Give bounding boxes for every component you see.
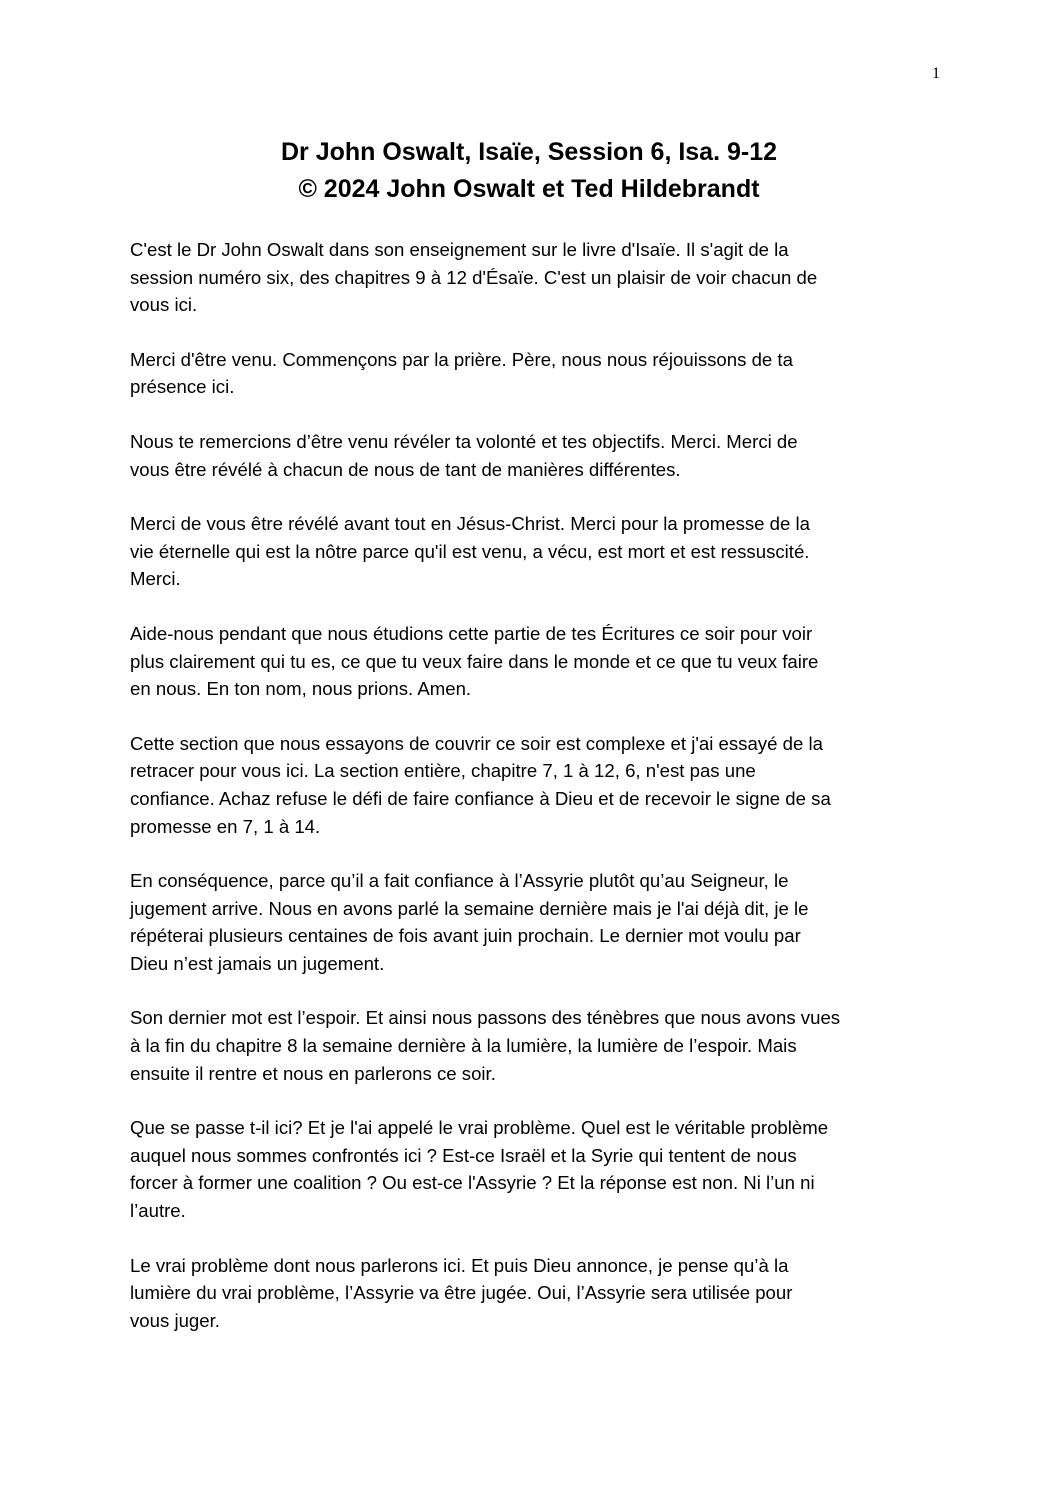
paragraph-line: Que se passe t-il ici? Et je l'ai appelé le vrai problème. Quel est le véritable problème <box>130 1117 829 1139</box>
paragraph <box>130 1252 930 1335</box>
paragraph-line: Nous te remercions d’être venu révéler ta volonté et tes objectifs. Merci. Merci de <box>130 430 798 452</box>
paragraph-line: à la fin du chapitre 8 la semaine dernière à la lumière, la lumière de l’espoir. Mais <box>130 1035 797 1057</box>
paragraph-line: Merci d'être venu. Commençons par la prière. Père, nous nous réjouissons de ta <box>130 348 793 370</box>
paragraph-line: Son dernier mot est l’espoir. Et ainsi nous passons des ténèbres que nous avons vues <box>130 1007 841 1029</box>
paragraph-line: session numéro six, des chapitres 9 à 12 d'Ésaïe. C'est un plaisir de voir chacun de <box>130 266 818 288</box>
paragraph-line: l’autre. <box>130 1200 186 1222</box>
paragraph-line: vous être révélé à chacun de nous de tant de manières différentes. <box>130 458 681 480</box>
paragraph <box>130 236 930 319</box>
paragraph-line: promesse en 7, 1 à 14. <box>130 815 321 837</box>
paragraph-line: En conséquence, parce qu’il a fait confiance à l’Assyrie plutôt qu’au Seigneur, le <box>130 870 789 892</box>
paragraph-line: jugement arrive. Nous en avons parlé la semaine dernière mais je l'ai déjà dit, je le <box>130 897 809 919</box>
paragraph-line: Dieu n’est jamais un jugement. <box>130 952 385 974</box>
page-number: 1 <box>932 65 940 82</box>
document-body <box>130 236 930 1361</box>
paragraph-line: C'est le Dr John Oswalt dans son enseignement sur le livre d'Isaïe. Il s'agit de la <box>130 239 789 260</box>
paragraph-line: présence ici. <box>130 376 235 398</box>
paragraph-line: Merci. <box>130 568 181 590</box>
paragraph-line: vous ici. <box>130 294 198 316</box>
paragraph-line: confiance. Achaz refuse le défi de faire confiance à Dieu et de recevoir le signe de sa <box>130 787 831 809</box>
paragraph <box>130 730 930 840</box>
paragraph <box>130 1004 930 1087</box>
paragraph-line: plus clairement qui tu es, ce que tu veux faire dans le monde et ce que tu veux faire <box>130 650 819 672</box>
title-line-1: Dr John Oswalt, Isaïe, Session 6, Isa. 9-12 <box>280 138 778 166</box>
paragraph <box>130 1114 930 1224</box>
paragraph-line: lumière du vrai problème, l’Assyrie va être jugée. Oui, l’Assyrie sera utilisée pour <box>130 1282 793 1304</box>
paragraph-line: répéterai plusieurs centaines de fois avant juin prochain. Le dernier mot voulu par <box>130 925 801 947</box>
paragraph-line: ensuite il rentre et nous en parlerons ce soir. <box>130 1062 496 1084</box>
paragraph-line: Le vrai problème dont nous parlerons ici. Et puis Dieu annonce, je pense qu’à la <box>130 1254 789 1276</box>
paragraph <box>130 620 930 703</box>
paragraph-line: en nous. En ton nom, nous prions. Amen. <box>130 678 472 700</box>
paragraph-line: Aide-nous pendant que nous étudions cette partie de tes Écritures ce soir pour voir <box>130 622 813 644</box>
paragraph <box>130 867 930 977</box>
paragraph <box>130 346 930 401</box>
paragraph-line: vous juger. <box>130 1309 220 1331</box>
document-title <box>0 134 1058 208</box>
paragraph <box>130 428 930 483</box>
paragraph-line: vie éternelle qui est la nôtre parce qu'il est venu, a vécu, est mort et est ressuscité. <box>130 540 810 562</box>
title-line-2: © 2024 John Oswalt et Ted Hildebrandt <box>298 175 760 203</box>
paragraph-line: Merci de vous être révélé avant tout en Jésus-Christ. Merci pour la promesse de la <box>130 513 811 535</box>
paragraph-line: forcer à former une coalition ? Ou est-ce l'Assyrie ? Et la réponse est non. Ni l’un ni <box>130 1172 815 1194</box>
paragraph-line: Cette section que nous essayons de couvrir ce soir est complexe et j'ai essayé de la <box>130 732 823 754</box>
paragraph-line: auquel nous sommes confrontés ici ? Est-ce Israël et la Syrie qui tentent de nous <box>130 1144 797 1166</box>
paragraph-line: retracer pour vous ici. La section entière, chapitre 7, 1 à 12, 6, n'est pas une <box>130 760 756 782</box>
paragraph <box>130 510 930 593</box>
